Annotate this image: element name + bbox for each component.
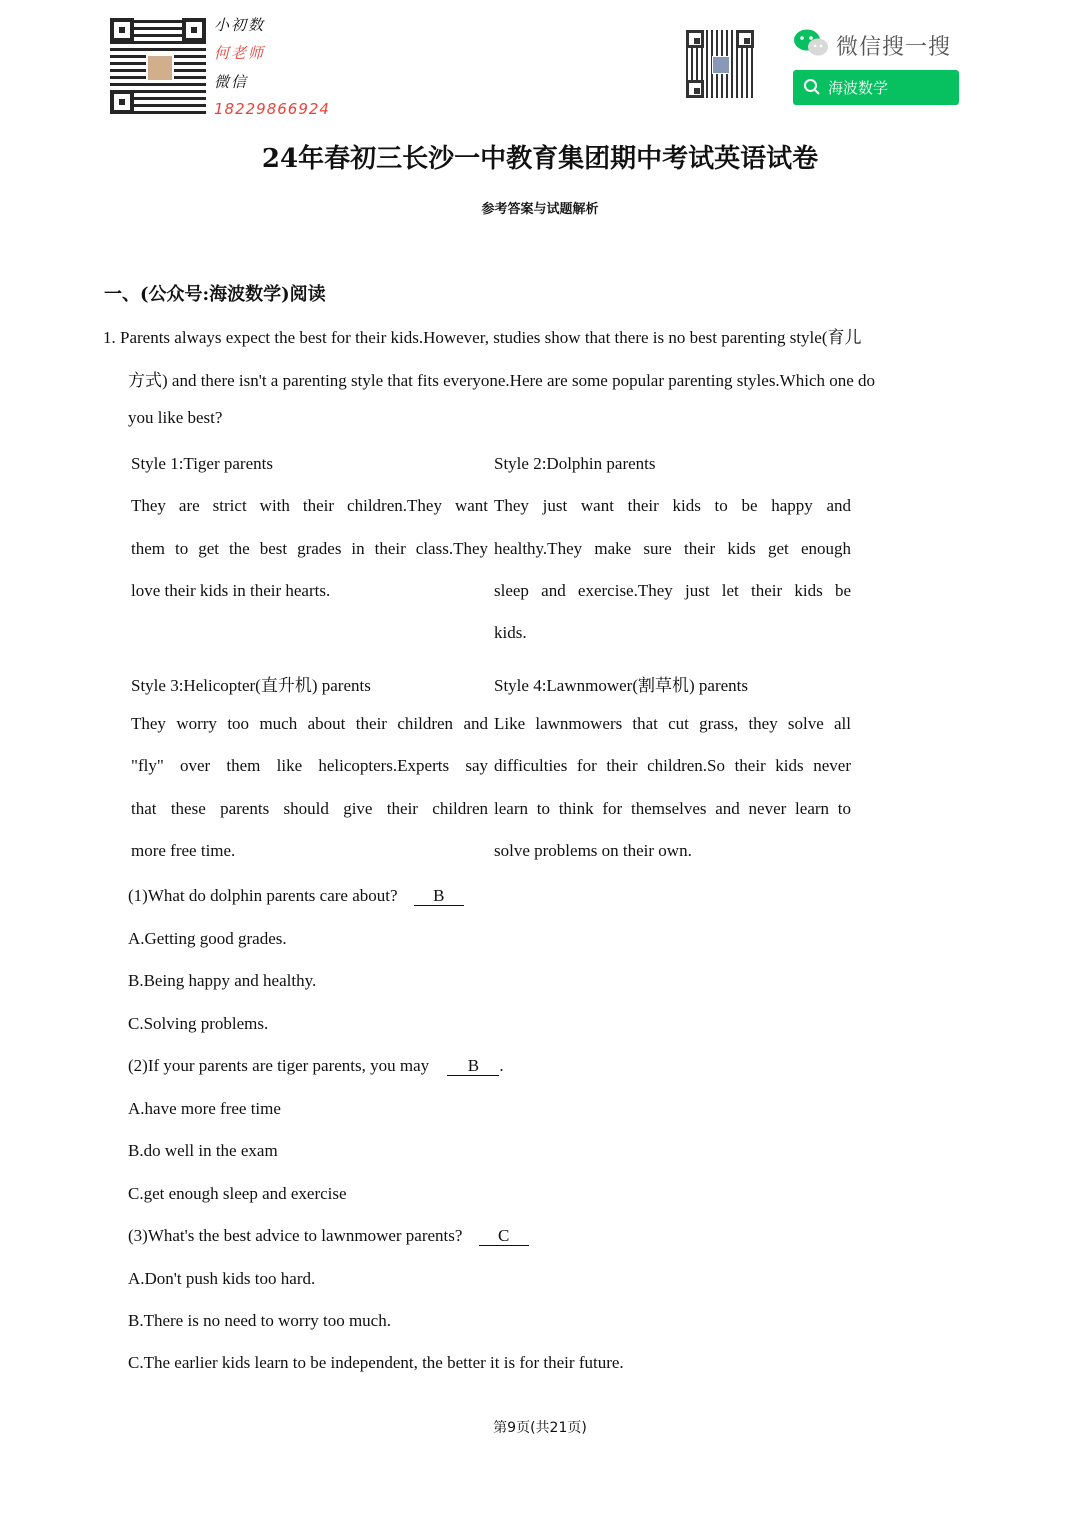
question-2-text: (2)If your parents are tiger parents, you may: [128, 1056, 430, 1075]
passage-intro-line-3: you like best?: [128, 408, 223, 427]
question-2-option-c: C.get enough sleep and exercise: [128, 1184, 347, 1203]
question-1-option-c: C.Solving problems.: [128, 1014, 269, 1033]
style-3-line-2: "fly" over them like helicopters.Experts say: [131, 756, 488, 775]
question-2-option-b: B.do well in the exam: [128, 1141, 278, 1160]
style-2-line-3: sleep and exercise.They just let their kids be: [494, 581, 851, 600]
style-4-heading: Style 4:Lawnmower(割草机) parents: [494, 676, 748, 695]
style-2-line-1: They just want their kids to be happy and: [494, 496, 851, 515]
question-3-stem: [128, 1226, 529, 1246]
passage-intro-line-1: 1. Parents always expect the best for their kids.However, studies show that there is no best parenting style(育儿: [103, 328, 862, 347]
style-3-line-4: more free time.: [131, 841, 236, 860]
contact-line-1: 小初数: [214, 16, 266, 34]
page-title: 24年春初三长沙一中教育集团期中考试英语试卷: [261, 144, 819, 174]
question-3-text: (3)What's the best advice to lawnmower parents?: [128, 1226, 463, 1245]
wechat-search-label: 微信搜一搜: [836, 35, 952, 60]
question-1-text: (1)What do dolphin parents care about?: [128, 886, 398, 905]
style-1-heading: Style 1:Tiger parents: [131, 454, 273, 473]
style-2-line-2: healthy.They make sure their kids get enough: [494, 539, 851, 558]
contact-info: [214, 14, 334, 118]
style-4-line-4: solve problems on their own.: [494, 841, 692, 860]
style-3-line-1: They worry too much about their children and: [131, 714, 488, 733]
style-4-line-3: learn to think for themselves and never learn to: [494, 799, 851, 818]
question-1-stem: [128, 886, 464, 906]
question-1-answer: B: [414, 887, 464, 906]
contact-line-2: 何老师: [214, 44, 266, 62]
page-subtitle: 参考答案与试题解析: [481, 202, 599, 217]
passage-intro-line-2: 方式) and there isn't a parenting style that fits everyone.Here are some popular parenting styles.Which one do: [128, 371, 876, 390]
section-heading: 一、(公众号:海波数学)阅读: [104, 284, 326, 305]
question-1-option-b: B.Being happy and healthy.: [128, 971, 317, 990]
left-qr-code: [110, 18, 206, 114]
right-qr-code: [686, 30, 754, 98]
search-icon: [803, 78, 821, 100]
question-1-option-a: A.Getting good grades.: [128, 929, 287, 948]
style-2-heading: Style 2:Dolphin parents: [494, 454, 656, 473]
question-3-option-a: A.Don't push kids too hard.: [128, 1269, 316, 1288]
style-1-line-2: them to get the best grades in their class.They: [131, 539, 488, 558]
question-3-option-b: B.There is no need to worry too much.: [128, 1311, 391, 1330]
style-1-line-1: They are strict with their children.They want: [131, 496, 488, 515]
question-3-option-c: C.The earlier kids learn to be independent, the better it is for their future.: [128, 1353, 624, 1372]
page-footer: 第9页(共21页): [493, 1420, 587, 1436]
question-2-option-a: A.have more free time: [128, 1099, 281, 1118]
contact-phone: 18229866924: [214, 100, 330, 118]
style-3-line-3: that these parents should give their children: [131, 799, 488, 818]
style-4-line-2: difficulties for their children.So their kids never: [494, 756, 851, 775]
question-2-period: .: [499, 1056, 504, 1075]
question-3-answer: C: [479, 1227, 529, 1246]
wechat-button-label: 海波数学: [828, 79, 889, 97]
style-3-heading: Style 3:Helicopter(直升机) parents: [131, 676, 371, 695]
style-1-line-3: love their kids in their hearts.: [131, 581, 331, 600]
wechat-icon: [793, 28, 829, 58]
wechat-search-button[interactable]: [793, 70, 959, 105]
contact-line-3: 微信: [214, 73, 249, 91]
question-2-stem: [128, 1056, 504, 1076]
style-2-line-4: kids.: [494, 623, 527, 642]
style-4-line-1: Like lawnmowers that cut grass, they solve all: [494, 714, 851, 733]
question-2-answer: B: [447, 1057, 499, 1076]
